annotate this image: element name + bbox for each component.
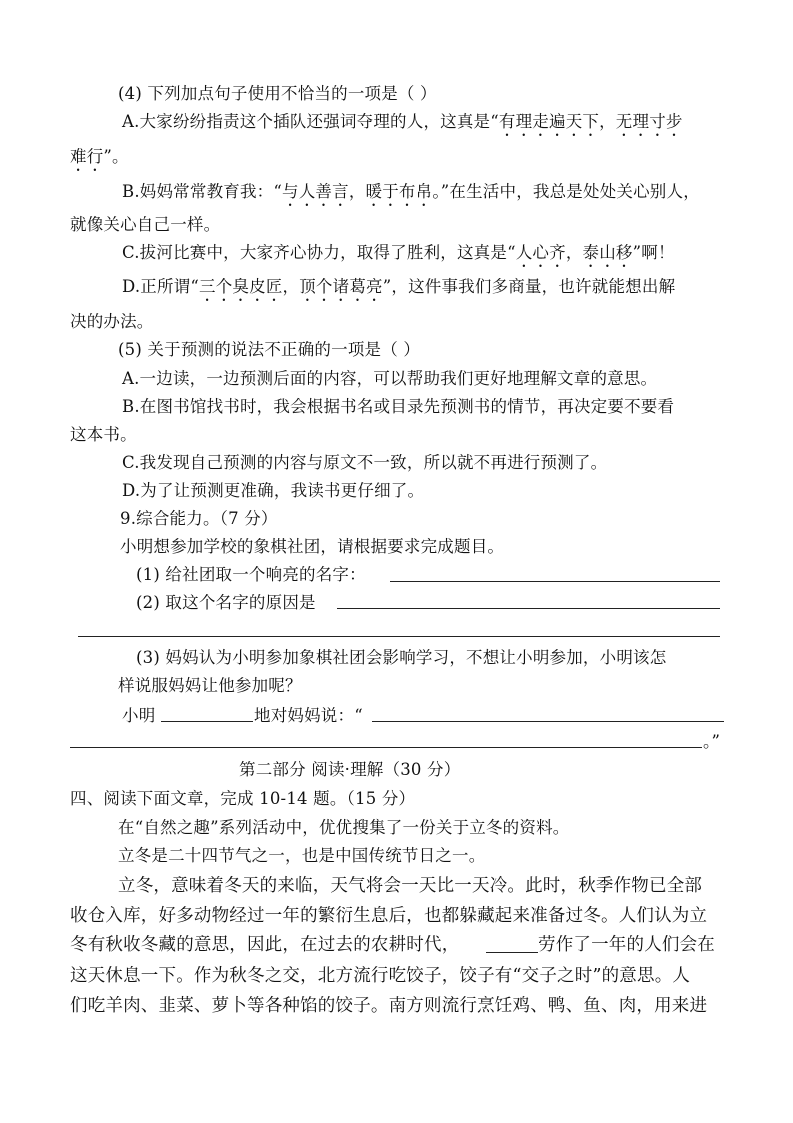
q9-title: 9.综合能力。（7 分）	[120, 509, 278, 528]
q9-part2-answer-line[interactable]	[337, 608, 720, 609]
part2-heading: 第二部分 阅读·理解（30 分）	[239, 760, 461, 779]
q9-adverb-answer-line[interactable]	[161, 721, 253, 722]
q4-a-dotted-phrase: 有理走遍天下，无理寸步	[498, 112, 683, 131]
q9-part3-line1: (3) 妈妈认为小明参加象棋社团会影响学习，不想让小明参加，小明该怎	[136, 648, 667, 667]
section4-paragraph2: 立冬是二十四节气之一，也是中国传统节日之一。	[118, 846, 486, 865]
section4-paragraph3-line4: 这天休息一下。作为秋冬之交，北方流行吃饺子，饺子有“交子之时”的意思。人	[70, 966, 691, 986]
q9-xiaoming-label: 小明	[122, 706, 156, 725]
q4-b-dotted-phrase: 与人善言，暖于布帛。	[282, 182, 441, 201]
section4-paragraph3-line3b: 劳作了一年的人们会在	[538, 935, 715, 955]
q9-end-quote: 。”	[703, 732, 721, 751]
q9-part1-label: (1) 给社团取一个响亮的名字：	[136, 565, 366, 584]
q5-option-b-line2: 这本书。	[70, 425, 137, 444]
section4-paragraph3-line1: 立冬，意味着冬天的来临，天气将会一天比一天冷。此时，秋季作物已全部	[118, 876, 703, 896]
section4-paragraph3-line3a: 冬有秋收冬藏的意思，因此，在过去的农耕时代，	[70, 935, 460, 955]
section4-paragraph3-line5: 们吃羊肉、韭菜、萝卜等各种馅的饺子。南方则流行烹饪鸡、鸭、鱼、肉，用来进	[70, 996, 708, 1016]
q9-part2-answer-line2[interactable]	[78, 636, 720, 637]
q4-option-d: D.正所谓“三个臭皮匠，顶个诸葛亮”，这件事我们多商量，也许就能想出解	[122, 277, 676, 296]
q5-option-b: B.在图书馆找书时，我会根据书名或目录先预测书的情节，再决定要不要看	[122, 397, 675, 416]
q4-option-b: B.妈妈常常教育我：“与人善言，暖于布帛。”在生活中，我总是处处关心别人，	[122, 182, 700, 201]
q5-stem: (5) 关于预测的说法不正确的一项是（ ）	[118, 340, 421, 359]
section4-paragraph3-line2: 收仓入库，好多动物经过一年的繁衍生息后，也都躲藏起来准备过冬。人们认为立	[70, 906, 708, 926]
q4-c-dotted-phrase: 人心齐，泰山移	[515, 243, 633, 262]
q4-d-dotted-phrase: 三个臭皮匠，顶个诸葛亮	[199, 277, 383, 296]
q9-part3-line2: 样说服妈妈让他参加呢？	[118, 676, 302, 695]
q4-option-a: A.大家纷纷指责这个插队还强词夺理的人，这真是“有理走遍天下，无理寸步	[122, 112, 683, 131]
q4-stem: (4) 下列加点句子使用不恰当的一项是（ ）	[118, 84, 437, 103]
q4-option-d-line2: 决的办法。	[70, 312, 154, 331]
q4-option-c: C.拔河比赛中，大家齐心协力，取得了胜利，这真是“人心齐，泰山移”啊！	[122, 243, 675, 262]
q9-part1-answer-line[interactable]	[390, 581, 720, 582]
q9-speech-answer-line[interactable]	[372, 721, 724, 722]
q9-part2-label: (2) 取这个名字的原因是	[136, 593, 316, 612]
q5-option-d: D.为了让预测更准确，我读书更仔细了。	[122, 481, 425, 500]
section4-title: 四、阅读下面文章，完成 10-14 题。（15 分）	[70, 789, 416, 808]
section4-fill-blank-line[interactable]	[486, 952, 538, 953]
q4-option-b-line2: 就像关心自己一样。	[70, 215, 221, 234]
q9-intro: 小明想参加学校的象棋社团，请根据要求完成题目。	[120, 537, 505, 556]
q5-option-c: C.我发现自己预测的内容与原文不一致，所以就不再进行预测了。	[122, 453, 608, 472]
q9-said-label: 地对妈妈说：“	[254, 706, 363, 725]
q5-option-a: A.一边读，一边预测后面的内容，可以帮助我们更好地理解文章的意思。	[122, 369, 658, 388]
q4-option-a-line2: 难行”。	[70, 147, 129, 166]
section4-paragraph1: 在“自然之趣”系列活动中，优优搜集了一份关于立冬的资料。	[118, 818, 570, 837]
q9-speech-answer-line2[interactable]	[70, 747, 702, 748]
